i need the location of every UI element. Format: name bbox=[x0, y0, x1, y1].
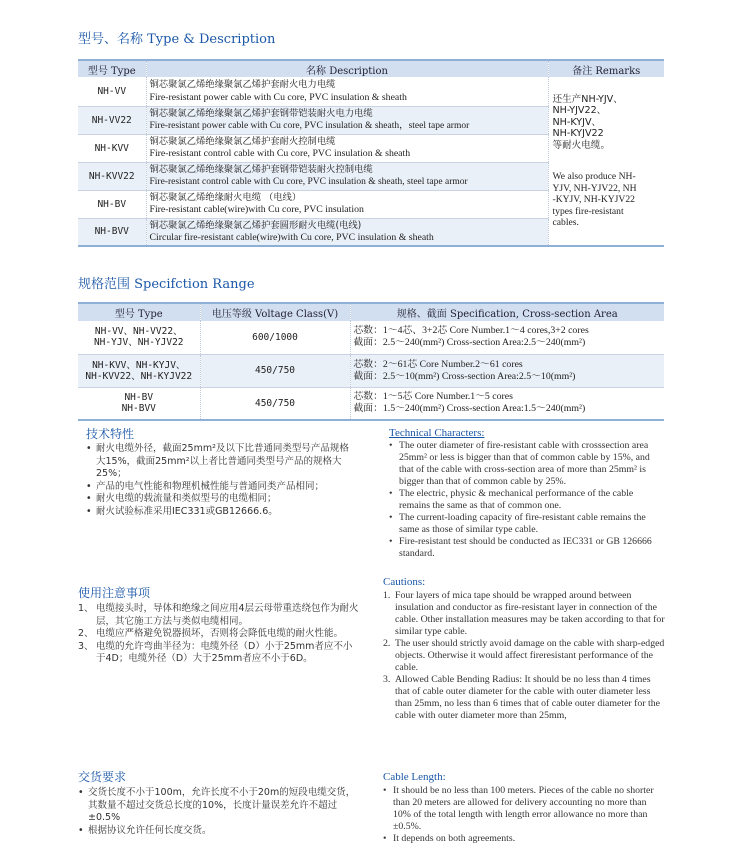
list-item bbox=[383, 590, 665, 638]
spec-cell bbox=[350, 321, 664, 354]
list-item: • Fire-resistant test should be conducted as IEC331 or GB 126666 standard. bbox=[389, 536, 652, 559]
description-cell bbox=[146, 190, 548, 218]
type-cell: NH-VV bbox=[78, 77, 146, 106]
description-cn: 铜芯聚氯乙烯绝缘聚氯乙烯护套钢带铠装耐火控制电缆 bbox=[149, 163, 373, 175]
caution-cn-list bbox=[78, 603, 360, 666]
list-item bbox=[78, 628, 360, 641]
description-en: Circular fire-resistant cable(wire)with Cu core, PVC insulation & sheath bbox=[149, 232, 434, 243]
type-description-table bbox=[78, 59, 664, 247]
spec-line: 芯数：2～61芯 Core Number.2～61 cores bbox=[353, 358, 523, 370]
type-cell: NH-BVV bbox=[94, 226, 129, 238]
voltage-cell: 600/1000 bbox=[200, 321, 350, 354]
list-item: • It depends on both agreements. bbox=[383, 833, 516, 844]
description-en: Fire-resistant power cable with Cu core, PVC insulation & sheath bbox=[149, 91, 407, 103]
description-cell bbox=[146, 134, 548, 162]
header-type: 型号 Type bbox=[78, 303, 200, 321]
list-item-text: 电缆接头时，导体和绝缘之间应用4层云母带重迭绕包作为耐火层，其它施工方法与类似电缆相同。 bbox=[96, 603, 359, 627]
spec-line: 芯数：1～5芯 Core Number.1～5 cores bbox=[353, 391, 513, 403]
delivery-cn-title: 交货要求 bbox=[78, 770, 127, 784]
list-item: • It should be no less than 100 meters. Pieces of the cable no shorter than 20 meters are allowed for delivery accounting no more than 10% of the total length with length error allowance no more than ±0.5%. bbox=[383, 785, 654, 832]
header-type: 型号 Type bbox=[78, 60, 146, 77]
table-row bbox=[78, 77, 664, 106]
table-row bbox=[78, 387, 664, 420]
description-cn: 铜芯聚氯乙烯绝缘聚氯乙烯护套钢带铠装耐火电力电缆 bbox=[149, 107, 373, 119]
remarks-cn-line: NH-KYJV、 bbox=[552, 116, 602, 128]
description-en: Fire-resistant control cable with Cu core, PVC insulation & sheath bbox=[149, 148, 411, 160]
list-item-text: 产品的电气性能和物理机械性能与普通同类产品相同； bbox=[96, 480, 325, 492]
description-cell bbox=[146, 162, 548, 190]
delivery-en-list bbox=[383, 785, 665, 845]
remarks-cn-line: NH-KYJV22 bbox=[552, 128, 604, 139]
list-item: • The current-loading capacity of fire-resistant cable remains the same as those of similar type cable. bbox=[389, 512, 646, 535]
description-en: Fire-resistant control cable with Cu core, PVC insulation & sheath, steel tape armor bbox=[149, 177, 468, 188]
list-item-text: The current-loading capacity of fire-resistant cable remains the same as those of similar type cable. bbox=[399, 512, 646, 535]
header-voltage: 电压等级 Voltage Class(V) bbox=[200, 303, 350, 321]
list-item: • 根据协议允许任何长度交货。 bbox=[78, 824, 212, 836]
description-cn: 铜芯聚氯乙烯绝缘耐火电缆 （电线） bbox=[149, 191, 302, 203]
remarks-cn-line: 等耐火电缆。 bbox=[552, 139, 611, 151]
remarks-en-line: We also produce NH- bbox=[552, 171, 636, 182]
type-cell: NH-VV22 bbox=[78, 106, 146, 134]
remarks-en-line: YJV, NH-YJV22, NH bbox=[552, 182, 637, 194]
section-title-type-description: 型号、名称 Type & Description bbox=[78, 32, 276, 47]
type-line: NH-BV bbox=[124, 392, 154, 404]
table-row bbox=[78, 354, 664, 387]
list-item-text: It should be no less than 100 meters. Pieces of the cable no shorter than 20 meters are allowed for delivery accounting no more than 10% of the total length with length error allowance no more than ±0.5%. bbox=[393, 785, 654, 832]
type-cell bbox=[78, 321, 200, 354]
list-item: • 耐火电缆外径，截面25mm²及以下比普通同类型号产品规格大15%，截面25mm²以上者比普通同类型号产品的规格大25%； bbox=[86, 443, 349, 479]
header-spec: 规格、截面 Specification, Cross-section Area bbox=[350, 303, 664, 321]
spec-cell bbox=[350, 354, 664, 387]
remarks-cn bbox=[552, 94, 665, 152]
description-cn: 铜芯聚氯乙烯绝缘聚氯乙烯护套耐火控制电缆 bbox=[149, 135, 336, 147]
tech-cn-title: 技术特性 bbox=[86, 427, 135, 441]
list-item-text: 耐火电缆的载流量和类似型号的电缆相同； bbox=[96, 493, 277, 504]
list-item-text: Fire-resistant test should be conducted as IEC331 or GB 126666 standard. bbox=[399, 536, 652, 559]
list-item-text: The user should strictly avoid damage on the cable with sharp-edged objects. Otherwise it would affect fireresistant performance of the cable. bbox=[395, 638, 665, 673]
spec-cell bbox=[350, 387, 664, 420]
caution-cn-title: 使用注意事项 bbox=[78, 586, 151, 600]
caution-en-title: Cautions: bbox=[383, 576, 426, 588]
list-item-text: It depends on both agreements. bbox=[393, 833, 516, 844]
type-line: NH-KVV、NH-KYJV、 bbox=[92, 359, 186, 371]
list-item-text: 交货长度不小于100m，允许长度不小于20m的短段电缆交货，其数量不超过交货总长度的10%，长度计量误差允许不超过±0.5% bbox=[88, 787, 356, 823]
list-item-text: The electric, physic & mechanical performance of the cable remains the same as that of common one. bbox=[399, 488, 634, 511]
description-cell bbox=[146, 106, 548, 134]
spec-line: 截面：1.5～240(mm²) Cross-section Area:1.5～240(mm²) bbox=[353, 403, 586, 415]
type-cell: NH-KVV bbox=[78, 134, 146, 162]
type-line: NH-YJV、NH-YJV22 bbox=[93, 337, 184, 349]
list-item: • 耐火电缆的载流量和类似型号的电缆相同； bbox=[86, 493, 277, 504]
list-number: 2、 bbox=[78, 628, 94, 639]
specification-range-table bbox=[78, 302, 664, 421]
list-number: 3. bbox=[383, 674, 391, 685]
list-item-text: 电缆应严格避免锐器损坏，否则将会降低电缆的耐火性能。 bbox=[96, 628, 344, 639]
list-number: 1、 bbox=[78, 603, 94, 614]
remarks-en bbox=[552, 171, 665, 229]
type-line: NH-BVV bbox=[121, 403, 156, 415]
list-item bbox=[78, 603, 360, 628]
remarks-cn-line: 还生产NH-YJV、 bbox=[552, 93, 623, 105]
header-remarks: 备注 Remarks bbox=[548, 60, 664, 77]
spec-line: 截面：2.5～10(mm²) Cross-section Area:2.5～10(mm²) bbox=[353, 370, 576, 382]
voltage-cell: 450/750 bbox=[200, 387, 350, 420]
remarks-en-line: -KYJV, NH-KYJV22 bbox=[552, 194, 635, 205]
remarks-cn-line: NH-YJV22、 bbox=[552, 105, 607, 116]
type-line: NH-VV、NH-VV22、 bbox=[94, 326, 183, 338]
list-item bbox=[78, 641, 360, 666]
tech-cn-list bbox=[86, 443, 358, 518]
type-cell: NH-BV bbox=[78, 190, 146, 218]
list-item: • The electric, physic & mechanical performance of the cable remains the same as that of common one. bbox=[389, 488, 634, 511]
tech-en-list bbox=[389, 440, 665, 560]
description-en: Fire-resistant cable(wire)with Cu core, PVC insulation bbox=[149, 204, 364, 216]
type-cell bbox=[78, 354, 200, 387]
list-item bbox=[383, 674, 665, 722]
remarks-en-line: cables. bbox=[552, 217, 579, 228]
list-number: 2. bbox=[383, 638, 391, 649]
type-cell: NH-KVV22 bbox=[78, 162, 146, 190]
list-item bbox=[383, 638, 665, 674]
type-line: NH-KVV22、NH-KYJV22 bbox=[85, 370, 193, 382]
header-description: 名称 Description bbox=[146, 60, 548, 77]
delivery-cn-list bbox=[78, 787, 360, 837]
description-en: Fire-resistant power cable with Cu core, PVC insulation & sheath，steel tape armor bbox=[149, 121, 470, 132]
list-item: • 交货长度不小于100m，允许长度不小于20m的短段电缆交货，其数量不超过交货总长度的10%，长度计量误差允许不超过±0.5% bbox=[78, 787, 356, 823]
table-row bbox=[78, 321, 664, 354]
list-item-text: Four layers of mica tape should be wrapped around between insulation and conductor as fire-resistant layer in connection of the cable. Other installation measures may be taken according to that for similar type cable. bbox=[395, 590, 665, 637]
list-item-text: 耐火电缆外径，截面25mm²及以下比普通同类型号产品规格大15%，截面25mm²以上者比普通同类型号产品的规格大25%； bbox=[96, 443, 349, 479]
description-cell bbox=[146, 77, 548, 106]
list-number: 3、 bbox=[78, 640, 94, 652]
list-item-text: 电缆的允许弯曲半径为：电缆外径（D）小于25mm者应不小于4D；电缆外径（D）大于25mm者应不小于6D。 bbox=[96, 640, 353, 664]
list-item-text: The outer diameter of fire-resistant cable with crosssection area 25mm² or less is bigger than that of common cable by 15%, and that of the cable with cross-section area of more than 25mm² is bigger than that of common cable by 25%. bbox=[399, 440, 650, 487]
remarks-en-line: types fire-resistant bbox=[552, 205, 624, 217]
list-item: • The outer diameter of fire-resistant cable with crosssection area 25mm² or less is bigger than that of common cable by 15%, and that of the cable with cross-section area of more than 25mm² is bigger than that of common cable by 25%. bbox=[389, 440, 650, 487]
description-cn: 铜芯聚氯乙烯绝缘聚氯乙烯护套耐火电力电缆 bbox=[149, 79, 336, 90]
list-number: 1. bbox=[383, 590, 391, 601]
list-item: • 耐火试验标准采用IEC331或GB12666.6。 bbox=[86, 505, 278, 517]
delivery-en-title: Cable Length: bbox=[383, 771, 446, 783]
list-item: • 产品的电气性能和物理机械性能与普通同类产品相同； bbox=[86, 480, 325, 492]
spec-line: 截面：2.5～240(mm²) Cross-section Area:2.5～240(mm²) bbox=[353, 337, 586, 349]
type-cell bbox=[78, 387, 200, 420]
description-cn: 铜芯聚氯乙烯绝缘聚氯乙烯护套圆形耐火电缆(电线) bbox=[149, 219, 362, 231]
tech-en-title: Technical Characters: bbox=[389, 427, 485, 439]
voltage-cell: 450/750 bbox=[200, 354, 350, 387]
caution-en-list bbox=[383, 590, 665, 722]
list-item-text: 根据协议允许任何长度交货。 bbox=[88, 824, 212, 836]
list-item-text: Allowed Cable Bending Radius: It should be no less than 4 times that of cable outer diameter for the cable with outer diameter less than 25mm, no less than 6 times that of cable outer diameter for the cable with outer diameter more than 25mm, bbox=[395, 674, 660, 721]
section-title-specification-range: 规格范围 Specifction Range bbox=[78, 277, 255, 292]
remarks-cell bbox=[548, 77, 664, 246]
list-item-text: 耐火试验标准采用IEC331或GB12666.6。 bbox=[96, 505, 278, 517]
description-cell bbox=[146, 218, 548, 246]
spec-line: 芯数：1～4芯、3+2芯 Core Number.1～4 cores,3+2 cores bbox=[353, 325, 589, 337]
